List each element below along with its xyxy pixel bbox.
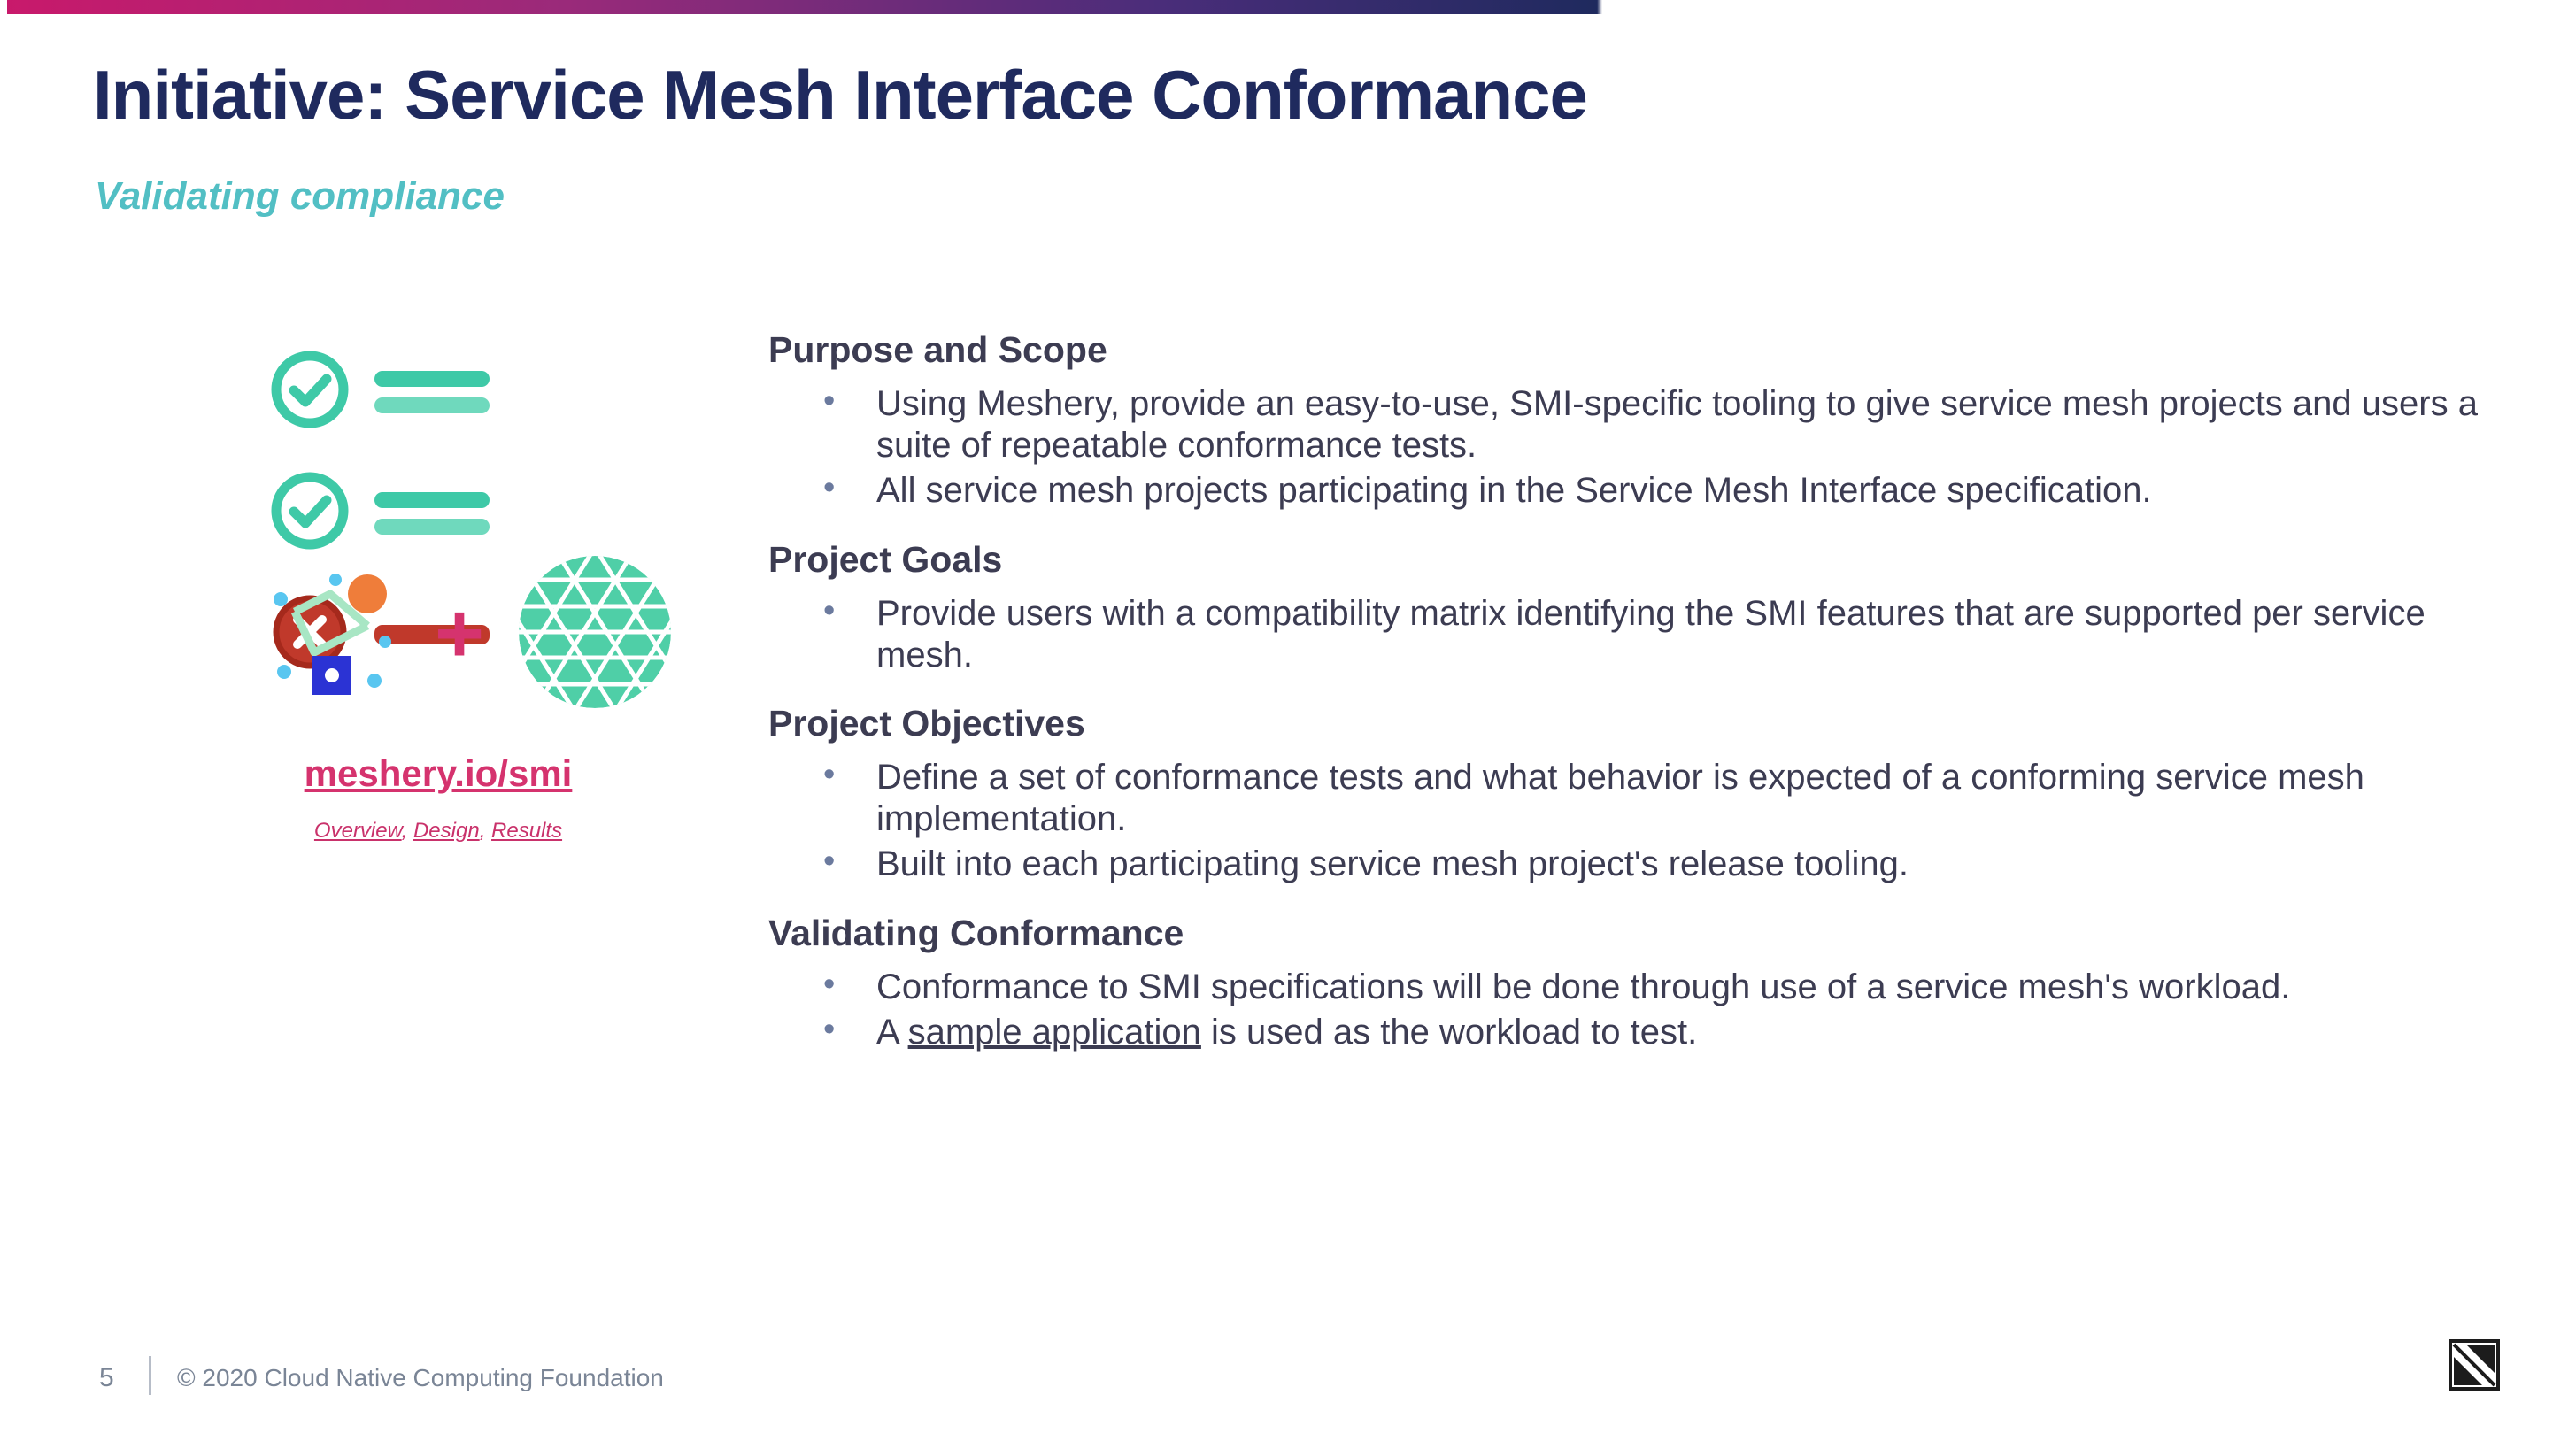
section-heading-project-goals: Project Goals [768, 538, 1003, 580]
design-link[interactable]: Design [413, 819, 480, 843]
list-item: • Using Meshery, provide an easy-to-use, SMI-specific tooling to give service mesh projects and users a suite of repeatable conformance tests. [814, 383, 2503, 466]
section-heading-project-objectives: Project Objectives [768, 702, 1085, 744]
list-item: • Conformance to SMI specifications will be done through use of a service mesh's workload. [814, 967, 2503, 1008]
bullet-list-project-goals [768, 593, 2503, 676]
footer-copyright: © 2020 Cloud Native Computing Foundation [177, 1364, 664, 1391]
list-item: • All service mesh projects participating in the Service Mesh Interface specification. [814, 470, 2503, 512]
sub-links [133, 819, 744, 844]
list-item: • Built into each participating service mesh project's release tooling. [814, 844, 2503, 885]
plus-icon: + [435, 586, 485, 682]
overview-link[interactable]: Overview [313, 819, 402, 843]
page-subtitle: Validating compliance [95, 174, 505, 218]
smi-logo-icon [516, 553, 674, 715]
top-accent-bar [0, 0, 2576, 14]
checklist-bars [374, 366, 490, 419]
checklist-row [270, 471, 490, 555]
check-circle-icon [270, 471, 350, 555]
meshery-logo-icon [270, 557, 403, 712]
results-link[interactable]: Results [491, 819, 563, 843]
sub-links-sep-2: , [479, 819, 492, 843]
bullet-list-purpose-and-scope [768, 383, 2503, 513]
list-item: • Define a set of conformance tests and what behavior is expected of a conforming service mesh implementation. [814, 757, 2503, 840]
section-heading-purpose-and-scope: Purpose and Scope [768, 329, 1107, 370]
checklist-row [270, 350, 490, 434]
sub-links-sep-1: , [401, 819, 413, 843]
left-edge-strip [0, 0, 7, 1449]
check-circle-icon [270, 350, 350, 434]
project-logos-row [270, 553, 674, 715]
sample-application-link[interactable]: sample application [907, 1012, 1201, 1052]
page-number: 5 [99, 1363, 114, 1392]
cncf-logo-icon [2449, 1339, 2500, 1391]
footer-divider [149, 1356, 151, 1395]
checklist-bars [374, 487, 490, 540]
bullet-list-project-objectives [768, 757, 2503, 886]
section-heading-validating-conformance: Validating Conformance [768, 912, 1184, 953]
content-column [768, 329, 2503, 1059]
page-title: Initiative: Service Mesh Interface Conformance [93, 56, 1587, 134]
list-item-text: A sample application is used as the workload to test. [876, 1012, 1698, 1052]
list-item-with-link [814, 1012, 2503, 1053]
meshery-smi-link[interactable]: meshery.io/smi [304, 752, 573, 794]
list-item: • Provide users with a compatibility matrix identifying the SMI features that are supported per service mesh. [814, 593, 2503, 676]
bullet-list-validating-conformance [768, 967, 2503, 1053]
